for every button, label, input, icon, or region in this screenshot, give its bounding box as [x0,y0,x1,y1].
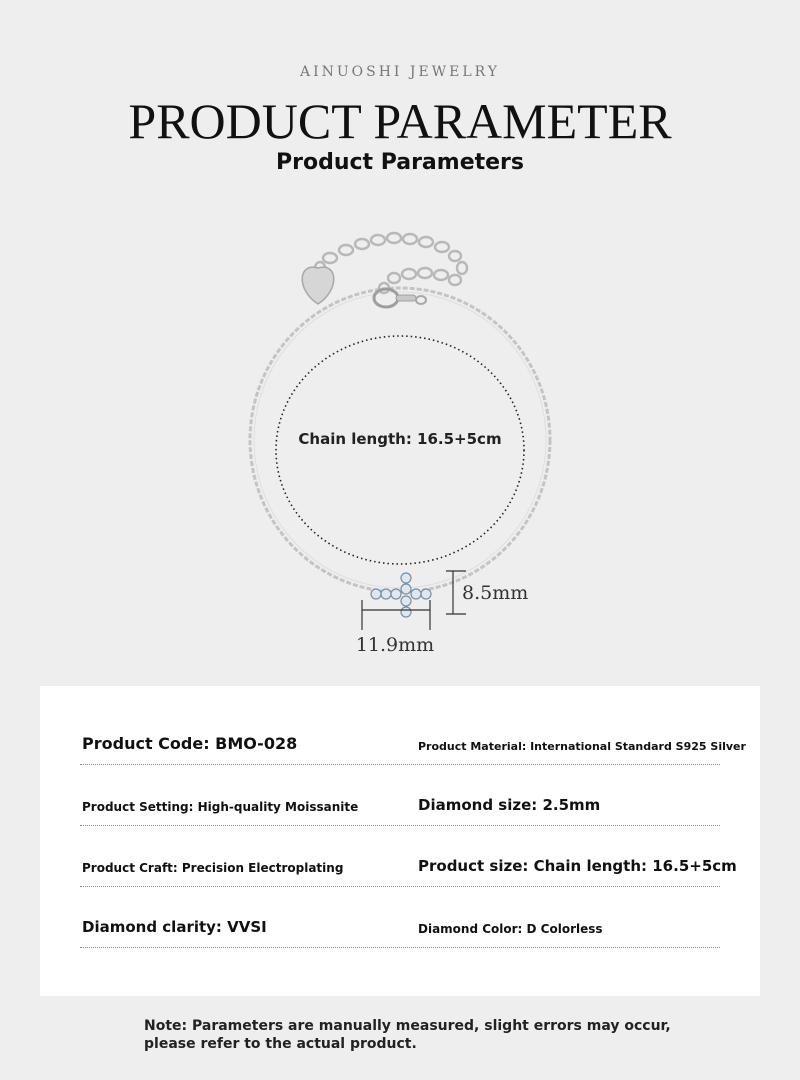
heart-tag-icon [302,267,334,304]
page-subtitle: Product Parameters [275,150,524,175]
parameter-row [80,887,720,948]
diamond-size: Diamond size: 2.5mm [418,796,601,814]
parameters-card [40,686,760,996]
pendant-width-label: 11.9mm [355,634,435,656]
parameter-row [80,704,746,765]
parameter-row [80,826,737,887]
chain-length-circle [276,336,524,564]
page-title: PRODUCT PARAMETER [128,93,672,149]
parameter-row [80,765,720,826]
measurement-note [144,1017,704,1053]
brand-name: AINUOSHI JEWELRY [299,64,501,80]
extender-chain [315,233,467,293]
bracelet-illustration [0,220,800,680]
product-material: Product Material: International Standard S925 Silver [418,740,746,753]
product-craft: Product Craft: Precision Electroplating [82,861,344,875]
note-line-1: Note: Parameters are manually measured, slight errors may occur, [144,1018,671,1034]
product-setting: Product Setting: High-quality Moissanite [82,800,359,814]
note-line-2: please refer to the actual product. [144,1036,417,1052]
diamond-clarity: Diamond clarity: VVSI [82,918,267,936]
width-dimension-line [362,600,430,630]
product-size: Product size: Chain length: 16.5+5cm [418,857,737,875]
diamond-color: Diamond Color: D Colorless [418,922,603,936]
chain-length-label: Chain length: 16.5+5cm [298,430,502,448]
pendant-height-label: 8.5mm [462,582,529,604]
product-code: Product Code: BMO-028 [82,734,298,753]
